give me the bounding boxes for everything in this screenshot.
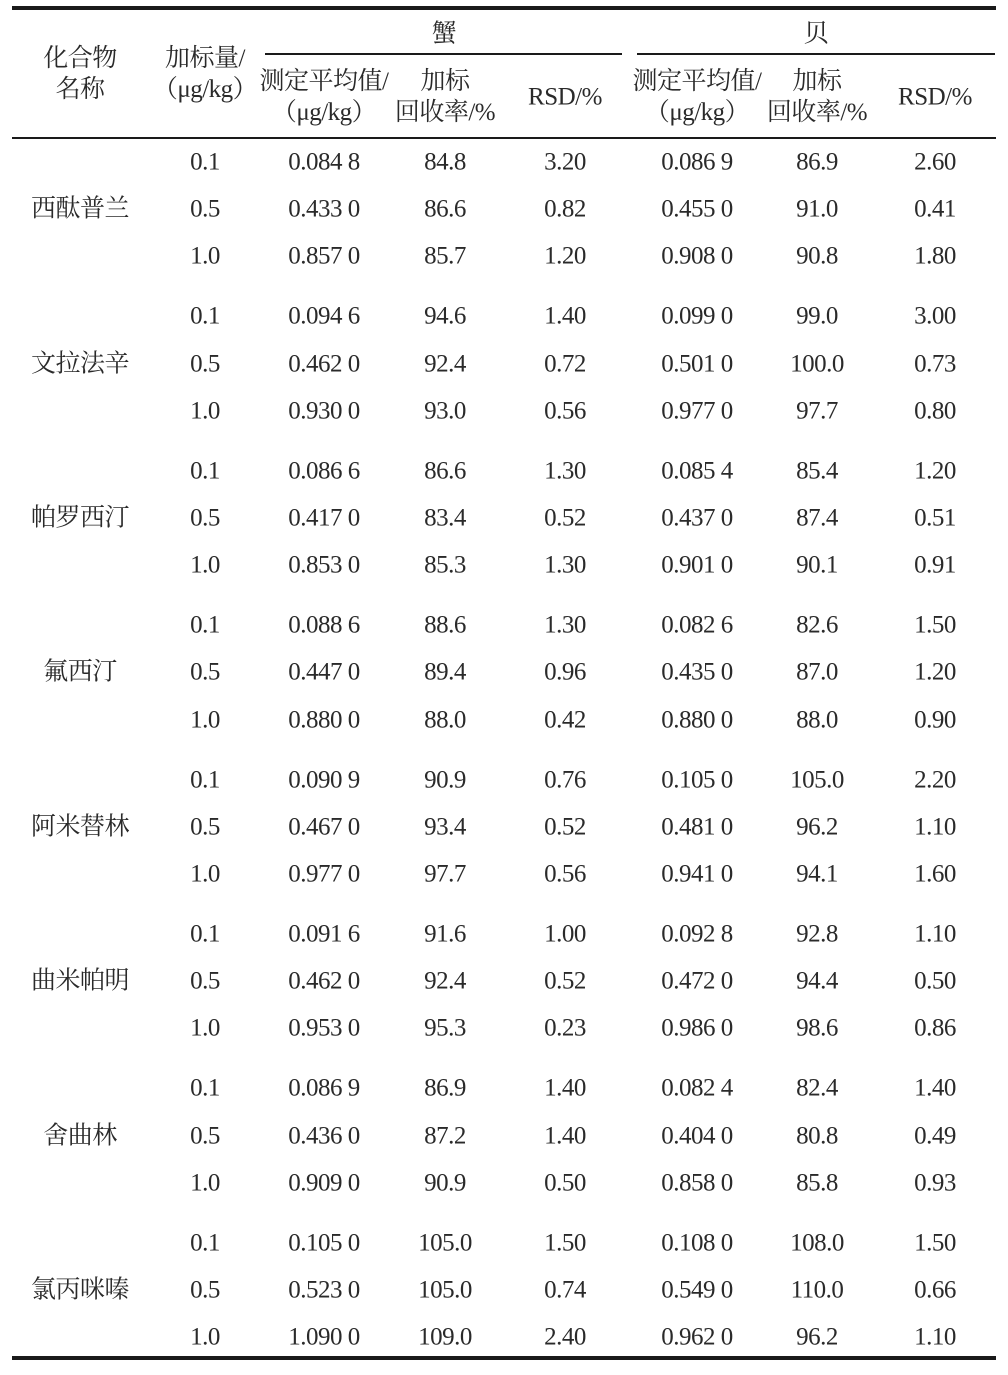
cell-shellfish-recovery: 94.4 xyxy=(796,967,838,995)
cell-shellfish-rsd: 1.50 xyxy=(914,1229,956,1257)
cell-shellfish-recovery: 87.0 xyxy=(796,658,838,686)
cell-crab-recovery: 86.6 xyxy=(424,457,466,485)
cell-shellfish-rsd: 0.90 xyxy=(914,706,956,734)
cell-spike-level: 1.0 xyxy=(190,397,220,425)
cell-crab-measured-mean: 0.086 6 xyxy=(288,457,360,485)
cell-shellfish-rsd: 1.60 xyxy=(914,860,956,888)
cell-crab-recovery: 86.6 xyxy=(424,195,466,223)
cell-shellfish-recovery: 105.0 xyxy=(790,766,844,794)
cell-shellfish-measured-mean: 0.858 0 xyxy=(661,1169,733,1197)
cell-shellfish-rsd: 2.60 xyxy=(914,148,956,176)
cell-crab-measured-mean: 0.105 0 xyxy=(288,1229,360,1257)
header-shellfish-recovery: 加标 回收率/% xyxy=(766,68,868,126)
cell-shellfish-rsd: 0.73 xyxy=(914,350,956,378)
cell-crab-measured-mean: 0.086 9 xyxy=(288,1074,360,1102)
cell-spike-level: 0.5 xyxy=(190,658,220,686)
cell-shellfish-rsd: 0.41 xyxy=(914,195,956,223)
cell-crab-recovery: 90.9 xyxy=(424,766,466,794)
cell-crab-recovery: 88.0 xyxy=(424,706,466,734)
cell-crab-recovery: 88.6 xyxy=(424,611,466,639)
cell-shellfish-recovery: 85.8 xyxy=(796,1169,838,1197)
cell-shellfish-measured-mean: 0.455 0 xyxy=(661,195,733,223)
cell-shellfish-measured-mean: 0.085 4 xyxy=(661,457,733,485)
cell-shellfish-measured-mean: 0.901 0 xyxy=(661,551,733,579)
cell-shellfish-rsd: 2.20 xyxy=(914,766,956,794)
compound-name: 文拉法辛 xyxy=(30,350,130,378)
cell-shellfish-rsd: 0.50 xyxy=(914,967,956,995)
cell-spike-level: 1.0 xyxy=(190,551,220,579)
cell-crab-measured-mean: 0.094 6 xyxy=(288,302,360,330)
cell-crab-rsd: 1.30 xyxy=(544,551,586,579)
cell-shellfish-recovery: 88.0 xyxy=(796,706,838,734)
cell-crab-recovery: 83.4 xyxy=(424,504,466,532)
cell-crab-rsd: 0.50 xyxy=(544,1169,586,1197)
cell-crab-rsd: 0.52 xyxy=(544,967,586,995)
cell-crab-rsd: 0.52 xyxy=(544,813,586,841)
header-compound-name: 化合物 名称 xyxy=(43,45,117,103)
header-shellfish-rsd: RSD/% xyxy=(898,83,972,111)
cell-shellfish-recovery: 82.6 xyxy=(796,611,838,639)
cell-spike-level: 0.1 xyxy=(190,611,220,639)
cell-shellfish-rsd: 1.10 xyxy=(914,1323,956,1351)
cell-crab-recovery: 105.0 xyxy=(418,1229,472,1257)
cell-shellfish-recovery: 87.4 xyxy=(796,504,838,532)
cell-crab-measured-mean: 0.977 0 xyxy=(288,860,360,888)
cell-crab-rsd: 1.40 xyxy=(544,1122,586,1150)
header-group-shellfish: 贝 xyxy=(803,20,829,48)
cell-crab-recovery: 92.4 xyxy=(424,967,466,995)
cell-spike-level: 0.1 xyxy=(190,1074,220,1102)
cell-crab-recovery: 93.4 xyxy=(424,813,466,841)
cell-crab-measured-mean: 0.462 0 xyxy=(288,967,360,995)
cell-spike-level: 1.0 xyxy=(190,706,220,734)
cell-shellfish-measured-mean: 0.481 0 xyxy=(661,813,733,841)
cell-shellfish-recovery: 100.0 xyxy=(790,350,844,378)
cell-shellfish-recovery: 86.9 xyxy=(796,148,838,176)
cell-shellfish-measured-mean: 0.549 0 xyxy=(661,1276,733,1304)
cell-shellfish-rsd: 0.93 xyxy=(914,1169,956,1197)
cell-shellfish-recovery: 108.0 xyxy=(790,1229,844,1257)
cell-shellfish-measured-mean: 0.501 0 xyxy=(661,350,733,378)
cell-spike-level: 1.0 xyxy=(190,860,220,888)
cell-spike-level: 0.5 xyxy=(190,813,220,841)
cell-shellfish-recovery: 96.2 xyxy=(796,1323,838,1351)
cell-shellfish-rsd: 1.80 xyxy=(914,242,956,270)
cell-crab-measured-mean: 0.880 0 xyxy=(288,706,360,734)
cell-shellfish-measured-mean: 0.435 0 xyxy=(661,658,733,686)
cell-crab-rsd: 0.72 xyxy=(544,350,586,378)
header-group-crab: 蟹 xyxy=(431,20,457,48)
cell-shellfish-measured-mean: 0.437 0 xyxy=(661,504,733,532)
compound-name: 帕罗西汀 xyxy=(30,504,130,532)
cell-shellfish-rsd: 1.10 xyxy=(914,813,956,841)
cell-crab-rsd: 0.23 xyxy=(544,1014,586,1042)
cell-shellfish-rsd: 0.51 xyxy=(914,504,956,532)
cell-crab-measured-mean: 0.088 6 xyxy=(288,611,360,639)
cell-crab-recovery: 85.7 xyxy=(424,242,466,270)
cell-crab-recovery: 92.4 xyxy=(424,350,466,378)
cell-shellfish-recovery: 92.8 xyxy=(796,920,838,948)
compound-name: 舍曲林 xyxy=(43,1122,117,1150)
cell-shellfish-measured-mean: 0.472 0 xyxy=(661,967,733,995)
cell-shellfish-measured-mean: 0.977 0 xyxy=(661,397,733,425)
cell-shellfish-recovery: 82.4 xyxy=(796,1074,838,1102)
header-shellfish-measured-mean: 测定平均值/ （μg/kg） xyxy=(632,68,762,126)
cell-spike-level: 0.1 xyxy=(190,148,220,176)
cell-shellfish-recovery: 98.6 xyxy=(796,1014,838,1042)
cell-crab-recovery: 90.9 xyxy=(424,1169,466,1197)
cell-crab-rsd: 1.00 xyxy=(544,920,586,948)
header-crab-measured-mean: 测定平均值/ （μg/kg） xyxy=(259,68,389,126)
cell-crab-rsd: 1.20 xyxy=(544,242,586,270)
cell-crab-rsd: 1.30 xyxy=(544,611,586,639)
cell-crab-recovery: 94.6 xyxy=(424,302,466,330)
cell-spike-level: 1.0 xyxy=(190,1323,220,1351)
cell-crab-measured-mean: 0.523 0 xyxy=(288,1276,360,1304)
cell-crab-recovery: 87.2 xyxy=(424,1122,466,1150)
compound-name: 氟西汀 xyxy=(43,658,117,686)
compound-name: 阿米替林 xyxy=(30,813,130,841)
cell-crab-rsd: 1.40 xyxy=(544,302,586,330)
cell-shellfish-recovery: 96.2 xyxy=(796,813,838,841)
cell-shellfish-rsd: 1.20 xyxy=(914,658,956,686)
cell-crab-measured-mean: 0.090 9 xyxy=(288,766,360,794)
cell-shellfish-rsd: 1.50 xyxy=(914,611,956,639)
cell-crab-recovery: 91.6 xyxy=(424,920,466,948)
compound-name: 曲米帕明 xyxy=(30,967,130,995)
cell-shellfish-rsd: 0.49 xyxy=(914,1122,956,1150)
cell-spike-level: 1.0 xyxy=(190,1014,220,1042)
cell-shellfish-recovery: 91.0 xyxy=(796,195,838,223)
cell-shellfish-recovery: 80.8 xyxy=(796,1122,838,1150)
cell-spike-level: 0.5 xyxy=(190,195,220,223)
cell-crab-rsd: 0.56 xyxy=(544,860,586,888)
cell-shellfish-measured-mean: 0.986 0 xyxy=(661,1014,733,1042)
cell-shellfish-recovery: 99.0 xyxy=(796,302,838,330)
cell-shellfish-measured-mean: 0.082 4 xyxy=(661,1074,733,1102)
cell-crab-measured-mean: 0.953 0 xyxy=(288,1014,360,1042)
cell-crab-rsd: 1.40 xyxy=(544,1074,586,1102)
cell-spike-level: 0.5 xyxy=(190,1276,220,1304)
cell-spike-level: 1.0 xyxy=(190,242,220,270)
cell-crab-rsd: 3.20 xyxy=(544,148,586,176)
cell-crab-recovery: 93.0 xyxy=(424,397,466,425)
cell-crab-recovery: 97.7 xyxy=(424,860,466,888)
cell-crab-recovery: 85.3 xyxy=(424,551,466,579)
cell-shellfish-rsd: 0.66 xyxy=(914,1276,956,1304)
cell-shellfish-recovery: 97.7 xyxy=(796,397,838,425)
cell-shellfish-rsd: 1.20 xyxy=(914,457,956,485)
cell-crab-rsd: 0.56 xyxy=(544,397,586,425)
cell-crab-recovery: 86.9 xyxy=(424,1074,466,1102)
cell-crab-measured-mean: 0.436 0 xyxy=(288,1122,360,1150)
cell-crab-measured-mean: 0.433 0 xyxy=(288,195,360,223)
cell-shellfish-rsd: 0.80 xyxy=(914,397,956,425)
cell-shellfish-measured-mean: 0.099 0 xyxy=(661,302,733,330)
cell-crab-measured-mean: 0.853 0 xyxy=(288,551,360,579)
header-spike-level: 加标量/ （μg/kg） xyxy=(152,45,258,103)
header-crab-rsd: RSD/% xyxy=(528,83,602,111)
cell-crab-rsd: 0.76 xyxy=(544,766,586,794)
cell-spike-level: 0.1 xyxy=(190,302,220,330)
cell-spike-level: 0.1 xyxy=(190,920,220,948)
header-crab-recovery: 加标 回收率/% xyxy=(394,68,496,126)
cell-shellfish-measured-mean: 0.404 0 xyxy=(661,1122,733,1150)
cell-crab-recovery: 89.4 xyxy=(424,658,466,686)
cell-crab-rsd: 2.40 xyxy=(544,1323,586,1351)
cell-shellfish-recovery: 110.0 xyxy=(790,1276,844,1304)
cell-crab-rsd: 0.82 xyxy=(544,195,586,223)
cell-shellfish-measured-mean: 0.105 0 xyxy=(661,766,733,794)
cell-shellfish-measured-mean: 0.086 9 xyxy=(661,148,733,176)
cell-crab-measured-mean: 1.090 0 xyxy=(288,1323,360,1351)
cell-crab-rsd: 0.96 xyxy=(544,658,586,686)
cell-crab-recovery: 105.0 xyxy=(418,1276,472,1304)
cell-spike-level: 0.1 xyxy=(190,457,220,485)
compound-name: 西酞普兰 xyxy=(30,195,130,223)
cell-spike-level: 0.1 xyxy=(190,1229,220,1257)
cell-shellfish-measured-mean: 0.108 0 xyxy=(661,1229,733,1257)
cell-crab-recovery: 109.0 xyxy=(418,1323,472,1351)
cell-shellfish-rsd: 1.40 xyxy=(914,1074,956,1102)
cell-shellfish-recovery: 94.1 xyxy=(796,860,838,888)
cell-shellfish-measured-mean: 0.908 0 xyxy=(661,242,733,270)
cell-crab-rsd: 0.74 xyxy=(544,1276,586,1304)
cell-crab-measured-mean: 0.462 0 xyxy=(288,350,360,378)
compound-name: 氯丙咪嗪 xyxy=(30,1276,130,1304)
cell-shellfish-rsd: 1.10 xyxy=(914,920,956,948)
cell-crab-measured-mean: 0.467 0 xyxy=(288,813,360,841)
cell-shellfish-rsd: 0.91 xyxy=(914,551,956,579)
cell-spike-level: 1.0 xyxy=(190,1169,220,1197)
cell-shellfish-recovery: 90.1 xyxy=(796,551,838,579)
cell-crab-rsd: 0.42 xyxy=(544,706,586,734)
cell-crab-measured-mean: 0.084 8 xyxy=(288,148,360,176)
cell-shellfish-measured-mean: 0.880 0 xyxy=(661,706,733,734)
cell-crab-measured-mean: 0.417 0 xyxy=(288,504,360,532)
cell-shellfish-rsd: 0.86 xyxy=(914,1014,956,1042)
cell-shellfish-measured-mean: 0.082 6 xyxy=(661,611,733,639)
cell-crab-rsd: 1.50 xyxy=(544,1229,586,1257)
cell-spike-level: 0.1 xyxy=(190,766,220,794)
cell-crab-recovery: 95.3 xyxy=(424,1014,466,1042)
cell-shellfish-measured-mean: 0.092 8 xyxy=(661,920,733,948)
cell-crab-measured-mean: 0.447 0 xyxy=(288,658,360,686)
cell-crab-measured-mean: 0.091 6 xyxy=(288,920,360,948)
cell-crab-recovery: 84.8 xyxy=(424,148,466,176)
cell-shellfish-recovery: 90.8 xyxy=(796,242,838,270)
cell-shellfish-measured-mean: 0.941 0 xyxy=(661,860,733,888)
cell-spike-level: 0.5 xyxy=(190,350,220,378)
cell-crab-measured-mean: 0.909 0 xyxy=(288,1169,360,1197)
cell-shellfish-recovery: 85.4 xyxy=(796,457,838,485)
cell-crab-rsd: 1.30 xyxy=(544,457,586,485)
cell-shellfish-rsd: 3.00 xyxy=(914,302,956,330)
cell-spike-level: 0.5 xyxy=(190,504,220,532)
cell-shellfish-measured-mean: 0.962 0 xyxy=(661,1323,733,1351)
cell-crab-measured-mean: 0.930 0 xyxy=(288,397,360,425)
cell-spike-level: 0.5 xyxy=(190,967,220,995)
cell-spike-level: 0.5 xyxy=(190,1122,220,1150)
cell-crab-rsd: 0.52 xyxy=(544,504,586,532)
cell-crab-measured-mean: 0.857 0 xyxy=(288,242,360,270)
